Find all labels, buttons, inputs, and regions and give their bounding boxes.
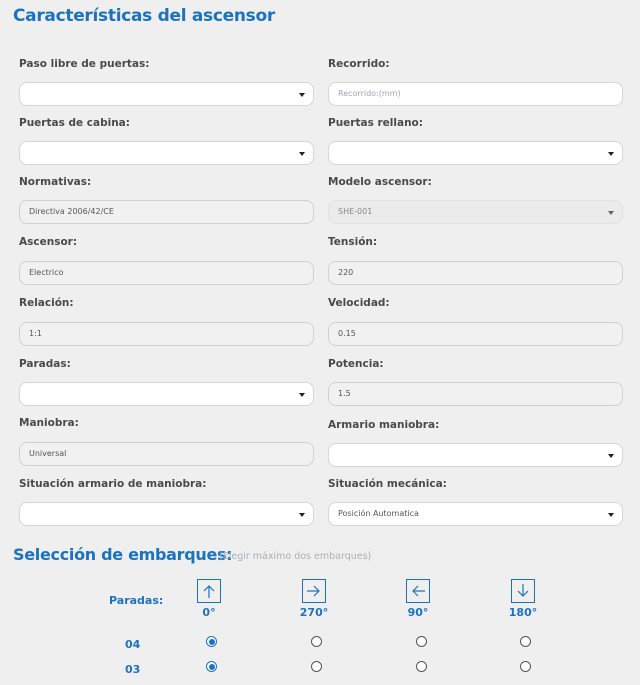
chevron-down-icon <box>608 152 614 156</box>
chevron-down-icon <box>299 152 305 156</box>
deg-label: 180° <box>508 606 538 619</box>
tension-label: Tensión: <box>328 236 378 248</box>
puertas-cabina-select[interactable] <box>19 141 314 165</box>
maniobra-field: Universal <box>19 442 314 466</box>
radio-04-0[interactable] <box>206 636 217 647</box>
situacion-armario-label: Situación armario de maniobra: <box>19 478 207 490</box>
arrow-up-icon <box>197 579 221 603</box>
modelo-label: Modelo ascensor: <box>328 176 432 188</box>
recorrido-label: Recorrido: <box>328 58 390 70</box>
puertas-rellano-label: Puertas rellano: <box>328 117 423 129</box>
relacion-field: 1:1 <box>19 322 314 346</box>
armario-select[interactable] <box>328 443 623 467</box>
modelo-select[interactable]: SHE-001 <box>328 200 623 224</box>
stop-label: 04 <box>125 638 141 651</box>
stop-label: 03 <box>125 663 141 676</box>
velocidad-field: 0.15 <box>328 322 623 346</box>
radio-03-0[interactable] <box>206 661 217 672</box>
puertas-cabina-label: Puertas de cabina: <box>19 117 130 129</box>
maniobra-label: Maniobra: <box>19 417 79 429</box>
armario-label: Armario maniobra: <box>328 419 440 431</box>
chevron-down-icon <box>608 211 614 215</box>
puertas-rellano-select[interactable] <box>328 141 623 165</box>
ascensor-label: Ascensor: <box>19 236 78 248</box>
normativas-label: Normativas: <box>19 176 92 188</box>
radio-04-180[interactable] <box>520 636 531 647</box>
deg-label: 0° <box>202 606 216 619</box>
radio-04-270[interactable] <box>311 636 322 647</box>
deg-label: 90° <box>407 606 429 619</box>
paso-libre-label: Paso libre de puertas: <box>19 58 150 70</box>
radio-03-180[interactable] <box>520 661 531 672</box>
arrow-left-icon <box>406 579 430 603</box>
velocidad-label: Velocidad: <box>328 297 390 309</box>
paso-libre-select[interactable] <box>19 82 314 106</box>
chevron-down-icon <box>299 393 305 397</box>
paradas-header: Paradas: <box>109 594 164 607</box>
situacion-mecanica-select[interactable]: Posición Automatica <box>328 502 623 526</box>
ascensor-field: Electrico <box>19 261 314 285</box>
radio-03-270[interactable] <box>311 661 322 672</box>
paradas-label: Paradas: <box>19 358 71 370</box>
chevron-down-icon <box>299 93 305 97</box>
normativas-field: Directiva 2006/42/CE <box>19 200 314 224</box>
situacion-armario-select[interactable] <box>19 502 314 526</box>
radio-03-90[interactable] <box>416 661 427 672</box>
recorrido-input[interactable]: Recorrido:(mm) <box>328 82 623 106</box>
chevron-down-icon <box>299 513 305 517</box>
paradas-select[interactable] <box>19 382 314 406</box>
chevron-down-icon <box>608 513 614 517</box>
relacion-label: Relación: <box>19 297 74 309</box>
page-title: Características del ascensor <box>13 6 275 26</box>
embarques-note: (Elegir máximo dos embarques) <box>219 551 372 562</box>
potencia-field: 1.5 <box>328 382 623 406</box>
potencia-label: Potencia: <box>328 358 384 370</box>
deg-label: 270° <box>299 606 329 619</box>
arrow-right-icon <box>302 579 326 603</box>
chevron-down-icon <box>608 454 614 458</box>
situacion-mecanica-label: Situación mecánica: <box>328 478 447 490</box>
radio-04-90[interactable] <box>416 636 427 647</box>
arrow-down-icon <box>511 579 535 603</box>
embarques-title: Selección de embarques: <box>13 545 233 564</box>
tension-field: 220 <box>328 261 623 285</box>
